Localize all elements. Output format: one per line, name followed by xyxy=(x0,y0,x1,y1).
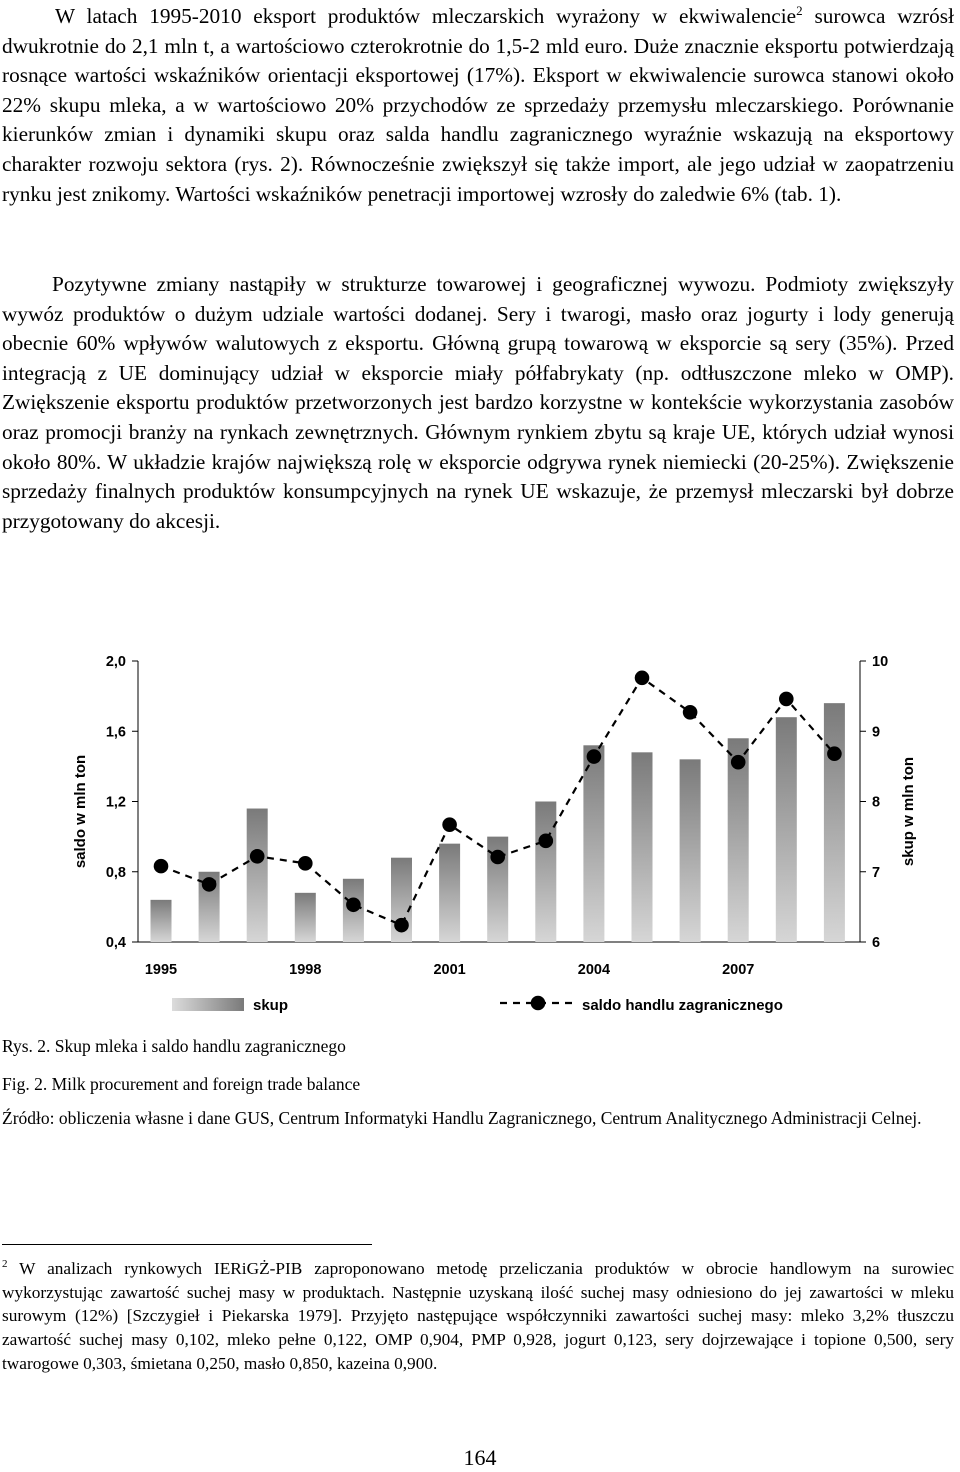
figure-source: Źródło: obliczenia własne i dane GUS, Centrum Informatyki Handlu Zagranicznego, Centrum Analitycznego Administracji Celnej. xyxy=(2,1108,922,1128)
left-axis-title: saldo w mln ton xyxy=(72,754,89,869)
saldo-marker xyxy=(587,749,602,764)
left-tick-label: 0,4 xyxy=(105,935,126,951)
saldo-marker xyxy=(683,705,698,720)
bar-skup xyxy=(583,745,604,942)
x-tick-label: 1998 xyxy=(289,962,322,978)
right-tick-label: 6 xyxy=(872,935,881,951)
paragraph-1-start: W latach 1995-2010 eksport produktów mleczarskich wyrażony w ekwiwalencie xyxy=(55,4,797,28)
bar-skup xyxy=(776,717,797,942)
left-tick-label: 2,0 xyxy=(105,654,126,670)
x-tick-label: 2004 xyxy=(577,962,611,978)
figure-chart xyxy=(0,640,960,1030)
footnote-mark: 2 xyxy=(2,1258,8,1271)
saldo-marker xyxy=(250,849,265,864)
bar-skup xyxy=(680,759,701,942)
saldo-marker xyxy=(635,671,650,686)
saldo-marker xyxy=(394,918,409,933)
right-tick-label: 9 xyxy=(872,724,881,741)
bar-skup xyxy=(632,752,653,942)
x-tick-label: 1995 xyxy=(144,962,178,978)
footnote-divider xyxy=(2,1244,372,1245)
left-tick-label: 1,6 xyxy=(105,724,126,741)
saldo-marker xyxy=(154,859,169,874)
bar-skup xyxy=(247,809,268,942)
bar-series-skup xyxy=(151,703,845,942)
legend-saldo-marker xyxy=(531,996,546,1011)
legend-saldo-label: saldo handlu zagranicznego xyxy=(582,997,783,1014)
legend-skup-label: skup xyxy=(253,997,289,1014)
saldo-marker xyxy=(298,856,313,871)
footnote-text: W analizach rynkowych IERiGŻ-PIB zaproponowano metodę przeliczania produktów w obrocie handlowym na surowiec wykorzystując zawartość suchej masy w produktach. Następnie uzyskaną ilość suchej masy odniesiono do jej zawartości w mleku surowym (12%) [Szczygieł i Piekarska 1979]. Przyjęto następujące współczynniki zawartości suchej masy: mleko 3,2% tłuszczu zawartość suchej masy 0,102, mleko pełne 0,122, OMP 0,904, PMP 0,928, jogurt 0,123, sery dojrzewające i topione 0,500, sery twarogowe 0,303, śmietana 0,250, masło 0,850, kazeina 0,900. xyxy=(2,1259,954,1373)
page-number: 164 xyxy=(463,1445,497,1470)
figure-caption-en: Fig. 2. Milk procurement and foreign trade balance xyxy=(2,1074,361,1094)
bar-skup xyxy=(535,802,556,943)
bar-skup xyxy=(151,900,172,942)
right-axis-title: skup w mln ton xyxy=(900,756,917,867)
right-tick-label: 10 xyxy=(872,654,889,670)
legend-skup-swatch xyxy=(172,998,244,1011)
right-tick-label: 7 xyxy=(872,864,881,881)
x-tick-label: 2007 xyxy=(722,962,755,978)
saldo-marker xyxy=(202,877,217,892)
saldo-marker xyxy=(346,897,361,912)
paragraph-1 xyxy=(2,2,954,209)
saldo-marker xyxy=(827,746,842,761)
saldo-marker xyxy=(731,755,746,770)
bar-skup xyxy=(439,844,460,942)
bar-skup xyxy=(824,703,845,942)
paragraph-2: Pozytywne zmiany nastąpiły w strukturze towarowej i geograficznej wywozu. Podmioty zwiększyły wywóz produktów o dużym udziale wartości dodanej. Sery i twarogi, masło oraz jogurty i lody generują obecnie 60% wpływów walutowych z eksportu. Główną grupą towarową w eksporcie są sery (35%). Przed integracją z UE dominujący udział w eksporcie miały półfabrykaty (np. odtłuszczone mleko w OMP). Zwiększenie eksportu produktów przetworzonych jest bardzo korzystne w kontekście wykorzystania zasobów oraz promocji branży na rynkach zewnętrznych. Głównym rynkiem zbytu są kraje UE, których udział wynosi około 80%. W układzie krajów największą rolę w eksporcie odgrywa rynek niemiecki (20-25%). Zwiększenie sprzedaży finalnych produktów konsumpcyjnych na rynek UE wskazuje, że przemysł mleczarski był dobrze przygotowany do akcesji. xyxy=(2,272,954,533)
paragraph-1-rest: surowca wzrósł dwukrotnie do 2,1 mln t, a wartościowo czterokrotnie do 1,5-2 mld euro. Duże znacznie eksportu potwierdzają rosnące wartości wskaźników orientacji eksportowej (17%). Eksport w ekwiwalencie surowca stanowi około 22% skupu mleka, a w wartościowo 20% przychodów ze sprzedaży przemysłu mleczarskiego. Porównanie kierunków zmian i dynamiki skupu oraz salda handlu zagranicznego wyraźnie wskazują na eksportowy charakter rozwoju sektora (rys. 2). Równocześnie zwiększył się także import, ale jego udział w zaopatrzeniu rynku jest znikomy. Wartości wskaźników penetracji importowej wzrosły do zaledwie 6% (tab. 1). xyxy=(2,4,955,206)
saldo-marker xyxy=(539,834,554,849)
bar-skup xyxy=(295,893,316,942)
chart-svg xyxy=(0,640,960,1030)
saldo-marker xyxy=(490,850,505,865)
saldo-marker xyxy=(779,692,794,707)
figure-caption-pl: Rys. 2. Skup mleka i saldo handlu zagranicznego xyxy=(2,1036,346,1056)
footnote-ref-2[interactable]: 2 xyxy=(796,2,803,18)
chart-legend xyxy=(172,996,783,1014)
left-tick-label: 0,8 xyxy=(105,864,126,881)
left-tick-label: 1,2 xyxy=(105,794,126,811)
right-tick-label: 8 xyxy=(872,794,881,811)
saldo-marker xyxy=(442,817,457,832)
x-tick-label: 2001 xyxy=(433,962,466,978)
footnote-2 xyxy=(2,1257,954,1376)
